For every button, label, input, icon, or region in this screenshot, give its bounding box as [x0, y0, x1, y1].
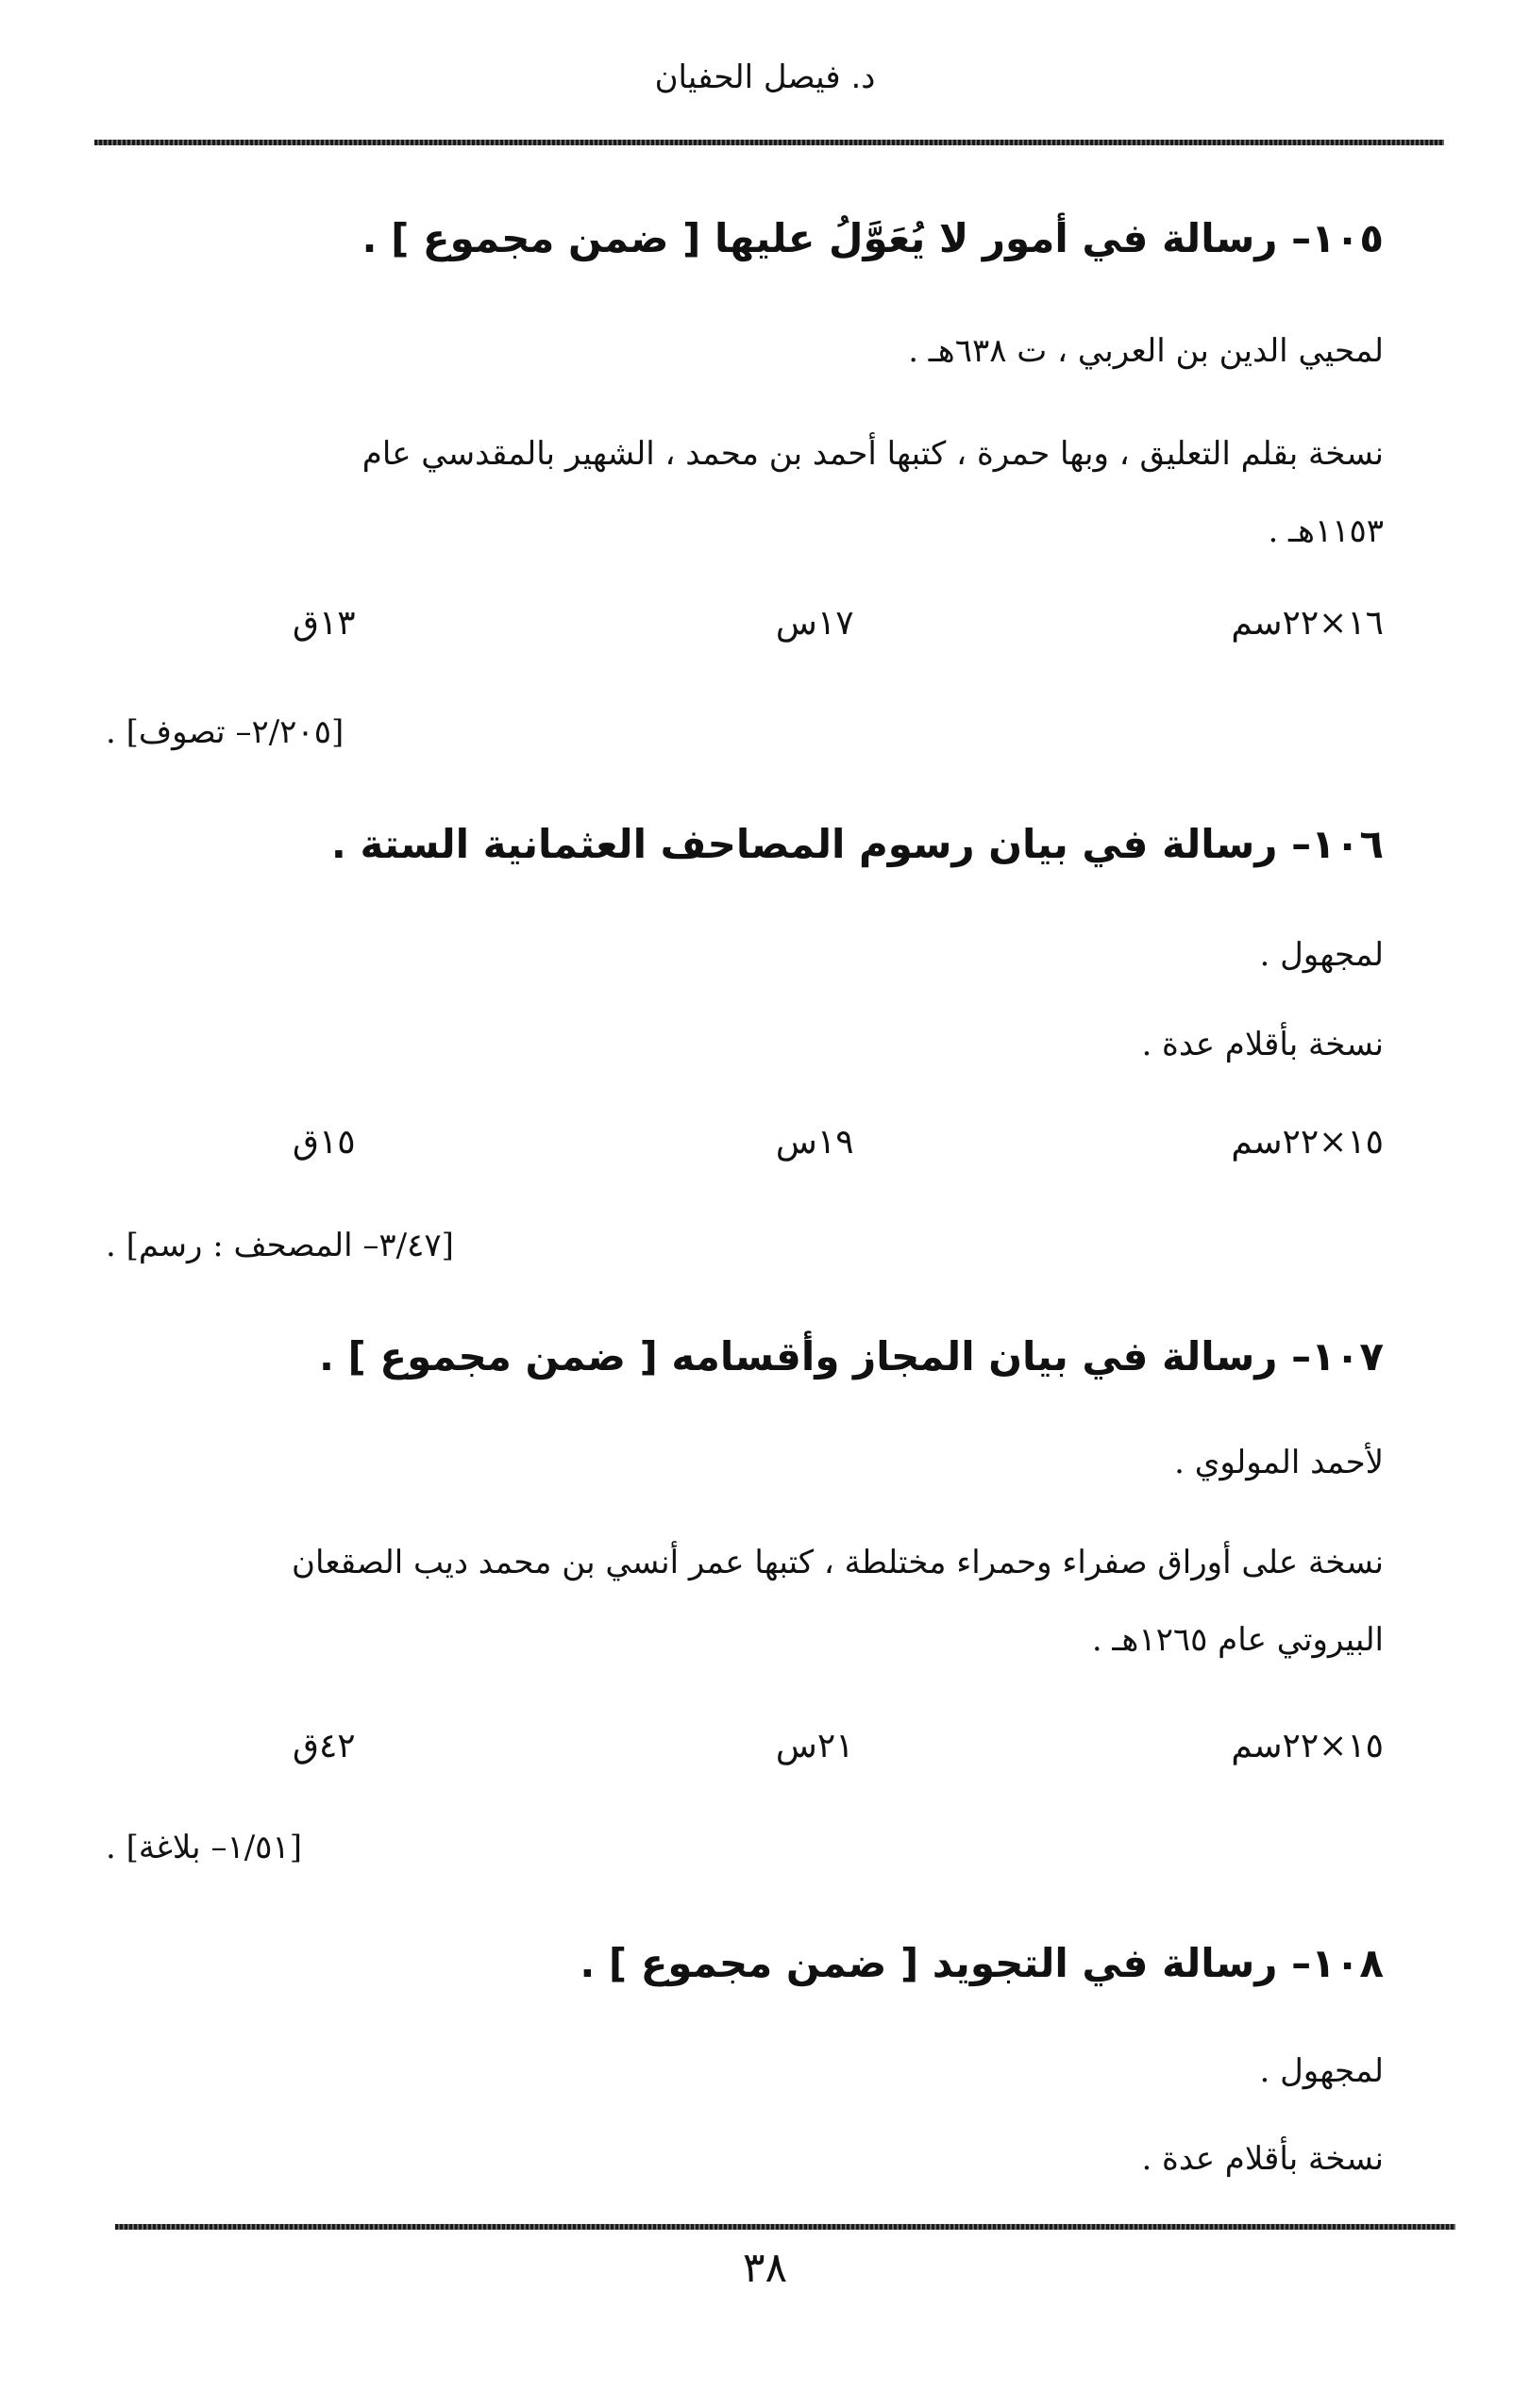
entry-description-108: نسخة بأقلام عدة . — [1141, 2140, 1384, 2178]
entry-reference-106: [٣/٤٧– المصحف : رسم] . — [106, 1227, 454, 1264]
page-number: ٣٨ — [742, 2244, 788, 2292]
entry-stats-105 — [293, 604, 1384, 643]
entry-description-line: البيروتي عام ١٢٦٥هـ . — [1091, 1621, 1384, 1659]
entry-reference-105: [٢/٢٠٥– تصوف] . — [106, 713, 345, 751]
running-head: د. فيصل الحفيان — [654, 59, 876, 96]
entry-description-line: ١١٥٣هـ . — [1268, 512, 1384, 550]
entry-author-108: لمجهول . — [1259, 2052, 1384, 2090]
entry-title-108: ١٠٨– رسالة في التجويد [ ضمن مجموع ] . — [580, 1940, 1384, 1986]
leaves-count: ٤٢ق — [293, 1727, 356, 1765]
page-size: ١٥×٢٢سم — [1231, 1123, 1384, 1162]
footer-rule — [115, 2224, 1455, 2230]
entry-title-107: ١٠٧– رسالة في بيان المجاز وأقسامه [ ضمن مجموع ] . — [318, 1333, 1384, 1380]
entry-author-107: لأحمد المولوي . — [1174, 1444, 1384, 1481]
entry-description-107 — [104, 1524, 1384, 1679]
page-size: ١٦×٢٢سم — [1231, 604, 1384, 643]
entry-description-line: نسخة بقلم التعليق ، وبها حمرة ، كتبها أحمد بن محمد ، الشهير بالمقدسي عام — [361, 435, 1384, 473]
leaves-count: ١٣ق — [293, 604, 356, 643]
entry-stats-107 — [293, 1727, 1384, 1765]
entry-reference-107: [١/٥١– بلاغة] . — [106, 1829, 302, 1866]
page-size: ١٥×٢٢سم — [1231, 1727, 1384, 1765]
entry-description-105 — [104, 415, 1384, 570]
entry-title-105: ١٠٥– رسالة في أمور لا يُعَوَّلُ عليها [ ضمن مجموع ] . — [361, 215, 1384, 261]
lines-count: ١٩س — [775, 1123, 854, 1162]
entry-description-106: نسخة بأقلام عدة . — [1141, 1026, 1384, 1063]
header-rule — [94, 140, 1444, 145]
entry-description-line: نسخة على أوراق صفراء وحمراء مختلطة ، كتبها عمر أنسي بن محمد ديب الصقعان — [291, 1544, 1384, 1581]
lines-count: ٢١س — [775, 1727, 854, 1765]
entry-author-105: لمحيي الدين بن العربي ، ت ٦٣٨هـ . — [908, 332, 1384, 370]
entry-title-106: ١٠٦– رسالة في بيان رسوم المصاحف العثمانية الستة . — [330, 821, 1384, 867]
entry-stats-106 — [293, 1123, 1384, 1162]
leaves-count: ١٥ق — [293, 1123, 356, 1162]
lines-count: ١٧س — [775, 604, 854, 643]
entry-author-106: لمجهول . — [1259, 936, 1384, 974]
